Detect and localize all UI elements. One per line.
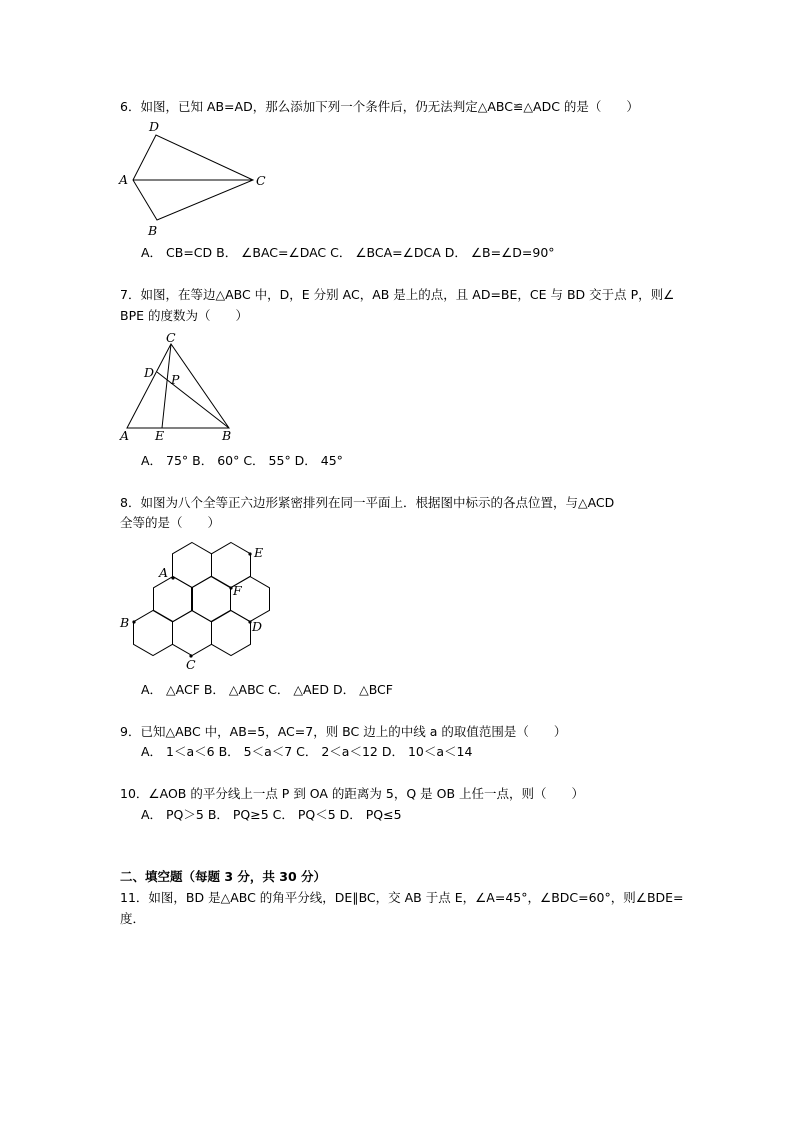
q6-label-d: D	[149, 119, 160, 134]
q9-stem: 9．已知△ABC 中，AB=5，AC=7，则 BC 边上的中线 a 的取值范围是（ ）	[120, 724, 567, 739]
q7-label-d: D	[144, 365, 155, 380]
q7-stem-line1: 7．如图，在等边△ABC 中，D，E 分别 AC，AB 是上的点，且 AD=BE，CE 与 BD 交于点 P，则∠	[120, 287, 675, 302]
q10-stem: 10．∠AOB 的平分线上一点 P 到 OA 的距离为 5，Q 是 OB 上任一点，则（ ）	[120, 786, 585, 801]
q8-label-e: E	[254, 545, 264, 560]
q8-point-a	[171, 576, 174, 579]
q8-stem-line1: 8．如图为八个全等正六边形紧密排列在同一平面上．根据图中标示的各点位置，与△ACD	[120, 495, 615, 510]
q6-label-c: C	[256, 173, 266, 188]
q7-label-e: E	[155, 428, 165, 443]
q8-hexagon	[212, 611, 251, 656]
q7-label-c: C	[166, 330, 176, 345]
q8-label-d: D	[252, 619, 263, 634]
q10-options: A． PQ＞5 B． PQ≥5 C． PQ＜5 D． PQ≤5	[141, 807, 402, 822]
q8-stem-line2: 全等的是（ ）	[120, 515, 221, 530]
q8-options: A． △ACF B． △ABC C． △AED D． △BCF	[141, 682, 393, 697]
q8-label-b: B	[120, 615, 130, 630]
q7-label-b: B	[222, 428, 232, 443]
q7-label-a: A	[120, 428, 130, 443]
q8-hexagon	[173, 611, 212, 656]
q8-point-b	[132, 620, 135, 623]
q7-stem-line2: BPE 的度数为（ ）	[120, 308, 248, 323]
q6-options: A． CB=CD B． ∠BAC=∠DAC C． ∠BCA=∠DCA D． ∠B=∠D=90°	[141, 245, 555, 260]
q11-stem-line1: 11．如图，BD 是△ABC 的角平分线，DE∥BC，交 AB 于点 E，∠A=45°，∠BDC=60°，则∠BDE=	[120, 890, 684, 905]
q8-label-f: F	[233, 583, 242, 598]
q6-label-b: B	[148, 223, 158, 238]
q8-hexagon	[173, 543, 212, 588]
q9-options: A． 1＜a＜6 B． 5＜a＜7 C． 2＜a＜12 D． 10＜a＜14	[141, 744, 473, 759]
q7-options: A． 75° B． 60° C． 55° D． 45°	[141, 453, 343, 468]
q11-stem-line2: 度．	[120, 911, 146, 926]
q8-label-c: C	[186, 657, 196, 672]
q6-stem: 6．如图，已知 AB=AD，那么添加下列一个条件后，仍无法判定△ABC≌△ADC 的是（ ）	[120, 99, 639, 114]
q8-hexagon-grid	[134, 543, 270, 656]
q8-hexagon	[134, 611, 173, 656]
q6-label-a: A	[119, 172, 129, 187]
section-2-heading: 二、填空题（每题 3 分，共 30 分）	[120, 869, 327, 884]
q8-point-e	[248, 552, 251, 555]
q8-label-a: A	[159, 565, 169, 580]
q7-label-p: P	[171, 372, 180, 387]
